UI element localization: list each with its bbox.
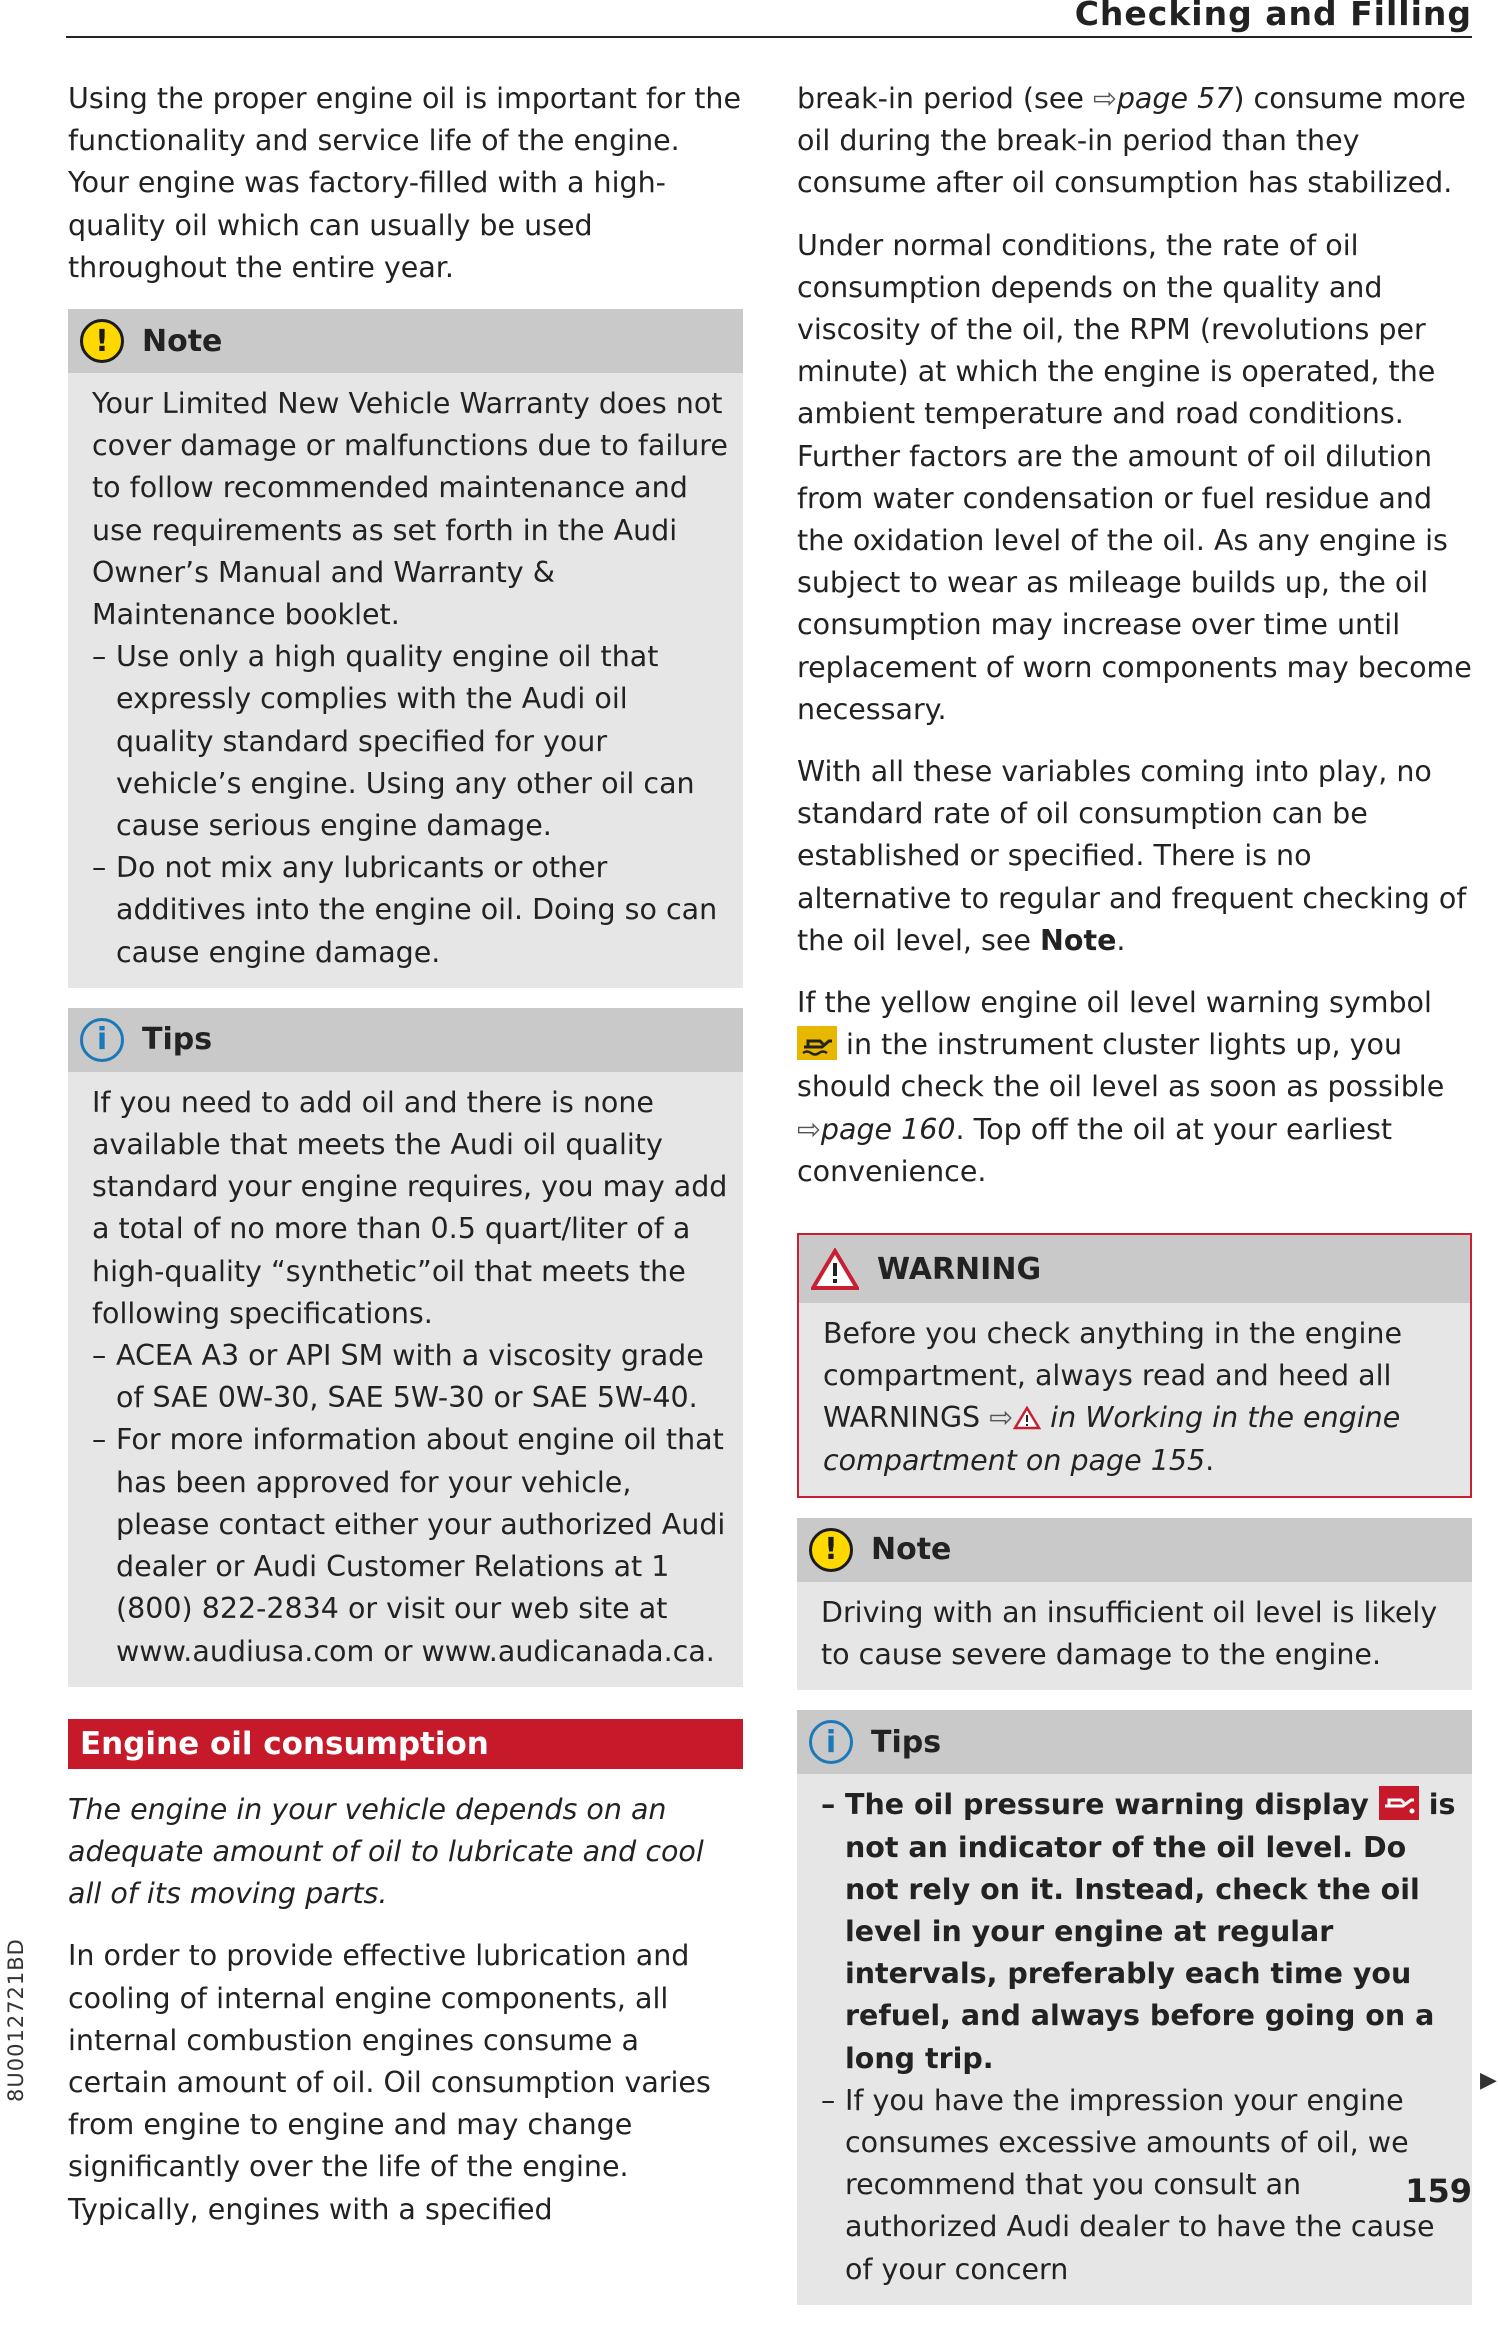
right-column bbox=[797, 78, 1472, 2325]
page-link[interactable]: in Working in the engine compartment on page 155 bbox=[823, 1401, 1401, 1477]
note-bullet: – Do not mix any lubricants or other additives into the engine oil. Doing so can cause engine damage. bbox=[92, 847, 729, 974]
tips-title: Tips bbox=[871, 1724, 942, 1760]
tips-header bbox=[797, 1710, 1472, 1774]
left-column bbox=[68, 78, 743, 2231]
tips-title: Tips bbox=[142, 1022, 213, 1058]
note-title: Note bbox=[871, 1532, 952, 1568]
warning-title: WARNING bbox=[877, 1251, 1042, 1287]
exclamation-circle-icon: ! bbox=[809, 1528, 853, 1572]
page-header-title: Checking and Filling bbox=[1074, 0, 1472, 33]
tips-header bbox=[68, 1008, 743, 1072]
warning-body: Before you check anything in the engine compartment, always read and heed all WARNINGS ⇨ in Working in the engine compartment on page 155. bbox=[823, 1317, 1403, 1477]
warning-triangle-icon bbox=[811, 1248, 859, 1290]
note-bullet: – Use only a high quality engine oil that expressly complies with the Audi oil quality standard specified for your vehicle’s engine. Using any other oil can cause serious engine damage. bbox=[92, 636, 729, 847]
section-lead: The engine in your vehicle depends on an adequate amount of oil to lubricate and cool all of its moving parts. bbox=[68, 1792, 704, 1911]
section-heading: Engine oil consumption bbox=[68, 1719, 743, 1769]
tips-box bbox=[797, 1710, 1472, 2304]
note-header bbox=[68, 309, 743, 373]
section-paragraph: In order to provide effective lubrication and cooling of internal engine components, all internal combustion engines consume a certain amount of oil. Oil consumption varies from engine to engine and may change significantly over the life of the engine. Typically, engines with a specified bbox=[68, 1939, 711, 2226]
tips-bullet: – The oil pressure warning display is not an indicator of the oil level. Do not rely on it. Instead, check the oil level in your engine at regular intervals, preferably each time you refuel, and always before going on a long trip. bbox=[821, 1784, 1458, 2079]
warning-triangle-icon bbox=[1013, 1406, 1041, 1430]
tips-box bbox=[68, 1008, 743, 1687]
conditions-paragraph: Under normal conditions, the rate of oil consumption depends on the quality and viscosity of the oil, the RPM (revolutions per minute) at which the engine is operated, the ambient temperature and road conditions. Further factors are the amount of oil dilution from water condensation or fuel residue and the oxidation level of the oil. As any engine is subject to wear as mileage builds up, the oil consumption may increase over time until replacement of worn components may become necessary. bbox=[797, 228, 1472, 726]
tips-body: If you need to add oil and there is none available that meets the Audi oil quality standard your engine requires, you may add a total of no more than 0.5 quart/liter of a high-quality “synthetic”oil that meets the following specifications. bbox=[92, 1085, 728, 1330]
tips-bullet: – For more information about engine oil that has been approved for your vehicle, please contact either your authorized Audi dealer or Audi Customer Relations at 1 (800) 822-2834 or visit our web site at www.audiusa.com or www.audicanada.ca. bbox=[92, 1419, 729, 1672]
info-circle-icon: i bbox=[80, 1018, 124, 1062]
page-number: 159 bbox=[1405, 2172, 1472, 2210]
note-box bbox=[797, 1518, 1472, 1690]
oil-pressure-icon bbox=[1379, 1786, 1419, 1820]
note-title: Note bbox=[142, 323, 223, 359]
info-circle-icon: i bbox=[809, 1720, 853, 1764]
warning-box bbox=[797, 1233, 1472, 1498]
breakin-paragraph: break-in period (see ⇨page 57) consume more oil during the break-in period than they consume after oil consumption has stabilized. bbox=[797, 82, 1466, 200]
note-box bbox=[68, 309, 743, 988]
variables-paragraph: With all these variables coming into play, no standard rate of oil consumption can be established or specified. There is no alternative to regular and frequent checking of the oil level, see Note. bbox=[797, 755, 1467, 957]
oil-level-icon bbox=[797, 1026, 837, 1060]
note-header bbox=[797, 1518, 1472, 1582]
document-code: 8U0012721BD bbox=[4, 1938, 28, 2102]
continue-arrow-icon: ▶ bbox=[1480, 2068, 1497, 2093]
arrow-right-icon: ⇨ bbox=[989, 1401, 1014, 1435]
arrow-right-icon: ⇨ bbox=[797, 1112, 821, 1146]
header-rule bbox=[66, 36, 1472, 38]
exclamation-circle-icon: ! bbox=[80, 319, 124, 363]
note-body: Your Limited New Vehicle Warranty does not cover damage or malfunctions due to failure to follow recommended maintenance and use requirements as set forth in the Audi Owner’s Manual and Warranty & Maintenance booklet. bbox=[92, 387, 728, 632]
note-body: Driving with an insufficient oil level is likely to cause severe damage to the engine. bbox=[821, 1595, 1438, 1672]
page-link[interactable]: page 57 bbox=[1116, 82, 1234, 115]
warning-header bbox=[799, 1235, 1470, 1303]
intro-paragraph: Using the proper engine oil is important for the functionality and service life of the engine. Your engine was factory-filled with a high-quality oil which can usually be used throughout the entire year. bbox=[68, 82, 741, 284]
arrow-right-icon: ⇨ bbox=[1092, 82, 1117, 115]
symbol-paragraph: If the yellow engine oil level warning symbol in the instrument cluster lights up, you should check the oil level as soon as possible ⇨page 160. Top off the oil at your earliest convenience. bbox=[797, 986, 1445, 1188]
tips-bullet: – If you have the impression your engine consumes excessive amounts of oil, we recommend that you consult an authorized Audi dealer to have the cause of your concern bbox=[821, 2080, 1458, 2291]
tips-bullet: – ACEA A3 or API SM with a viscosity grade of SAE 0W-30, SAE 5W-30 or SAE 5W-40. bbox=[92, 1335, 729, 1419]
page-link[interactable]: page 160 bbox=[820, 1112, 956, 1146]
